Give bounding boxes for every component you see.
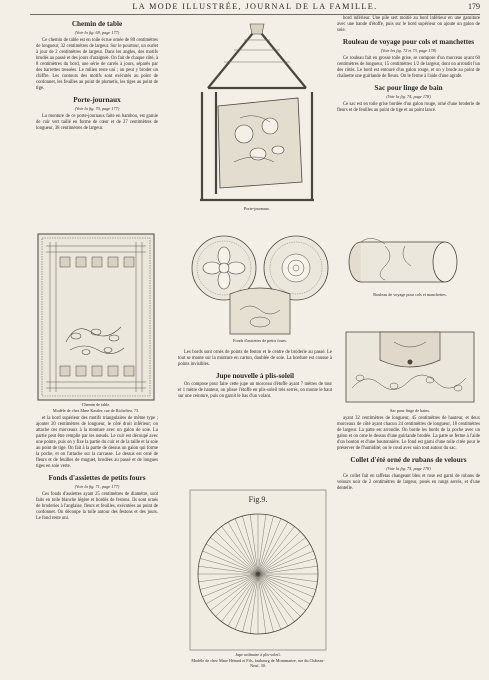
section-sub-chemin: (Voir la fig. 69, page 177) <box>74 30 120 35</box>
caption-chemin-source: Modèle de chez Mme Kastler, rue de Richelieu, 73. <box>52 408 140 413</box>
section-title-fonds: Fonds d'assiettes de petits fours <box>48 474 146 482</box>
section-sub-porte: (Voir la fig. 70, page 177) <box>74 106 120 111</box>
paragraph: Ce collet fait en taffetas changeant bleu et rose est garni de rubans de velours noir de 2 centimètres de largeur, posés en rangs serrés, et d'une dentelle. <box>337 474 480 491</box>
paragraph: ayant 32 centimètres de longueur, 45 centimètres de hauteur, et deux morceaux de côté ayant chacun 24 centimètres de longueur, 18 centimètres de largeur. La patte est arrondie. On borde les bords de la poche avec un galon et on orne le dessus d'une guirlande brodée. La patte se ferme à l'aide d'un bouton et d'une boutonnière. Le fond est garni d'une toile cirée pour le préserver de l'humidité; on le coud avec soin tout autour du sac. <box>337 416 480 451</box>
header-title: LA MODE ILLUSTRÉE, JOURNAL DE LA FAMILLE. <box>132 2 378 11</box>
section-sub-rouleau: (Voir les fig. 72 et 73, page 178) <box>380 48 437 53</box>
caption-jupe: Jupe ordinaire à plis-soleil. <box>235 652 281 657</box>
right-column-lower <box>337 416 480 494</box>
fonds-assiettes-illustration <box>190 230 330 338</box>
section-title-sac: Sac pour linge de bain <box>374 84 443 92</box>
section-sub-fonds: (Voir la fig. 71, page 177) <box>74 484 120 489</box>
caption-sac: Sac pour linge de bains. <box>389 408 431 413</box>
paragraph: et la bord supérieur des motifs triangulaires de même type ; ajouter 20 centimètres de longueur, le côté droit inférieur; on attache ces morceaux à la monture avec un galon de soie. La partie peut être remplie par les nœuds. Le cuir est découpé avec une pointe, puis on y fixe la partie du cuir et de la taille et la soie au point de tige. On fait à la partie de dessus un galon qui forme la poche, et on l'attache sur la carcasse. Le dessus est orné de fleurs et de feuilles de muguet, brodées au passé et de longues tiges en soie verte. <box>36 416 158 469</box>
section-sub-collet: (Voir la fig. 75, page 178) <box>386 466 431 471</box>
section-title-rouleau: Rouleau de voyage pour cols et manchettes <box>342 38 475 46</box>
section-title-jupe: Jupe nouvelle à plis-soleil <box>215 372 295 380</box>
caption-chemin: Chemin de table. <box>81 402 111 407</box>
paragraph: La monture de ce porte-journaux faite en bambou, est garnie de cuir vert taillé en forme de cœur et de 27 centimètres de longueur, 38 centimètres de largeur. <box>36 114 158 131</box>
jupe-illustration <box>188 488 328 652</box>
caption-jupe-source: Modèle de chez Mme Hénard et Fils, faubourg de Montmartre, rue du Château-Neuf, 30. <box>191 658 325 669</box>
left-column <box>36 16 158 134</box>
paragraph: Ce chemin de table est en toile écrue ornée de 80 centimètres de longueur, 32 centimètres de largeur. Sur le pourtour, un ourlet à jour de 2 centimètres de largeur. Dans les angles, des motifs brodés au passé et des jours d'araignée. On fait de chaque côté, à 8 centimètres du bord, une série de carrés à jours, séparés par des barrettes tressées. Le milieu reste uni ; on peut y broder un chiffre. Les contours des motifs sont exécutés au point de cordonnet, les feuilles au point de plumetis, les tiges au point de tige. <box>36 38 158 91</box>
middle-column <box>178 350 332 402</box>
paragraph: On compose pour faire cette jupe un morceau d'étoffe ayant 7 mètres de tour et 1 mètre de hauteur, on plisse l'étoffe en plis-soleil très serrés, on monte le haut sur une ceinture, puis on garnit le bas d'un volant. <box>178 382 332 399</box>
page-number: 179 <box>468 2 480 11</box>
section-title-collet: Collet d'été orné de rubans de velours <box>350 456 467 464</box>
right-column <box>337 16 480 116</box>
caption-fonds: Fonds d'assiettes de petits fours. <box>233 338 287 343</box>
paragraph: Les bords sont ornés de points de feston et le centre de broderie au passé. Le tout se monte sur la monture en carton, doublée de soie. La bordure est cousue à points invisibles. <box>178 350 332 367</box>
caption-rouleau: Rouleau de voyage pour cols et manchettes. <box>373 292 447 297</box>
paragraph: Ces fonds d'assiettes ayant 25 centimètres de diamètre, sont faits en toile blanche légère et bordés de festons. Ils sont ornés de broderies à l'anglaise, fleurs et feuilles, exécutées au point de cordonnet. On découpe la toile autour des festons et des jours. Le fond reste uni. <box>36 492 158 521</box>
chemin-de-table-illustration <box>36 232 156 402</box>
section-title-porte: Porte-journaux <box>73 96 121 104</box>
running-header <box>30 2 480 15</box>
caption-porte-journaux: Porte-journaux. <box>243 206 271 211</box>
porte-journaux-illustration <box>194 22 320 206</box>
section-sub-sac: (Voir la fig. 74, page 178) <box>386 94 431 99</box>
fig-label: Fig.9. <box>248 495 268 504</box>
paragraph: Ce sac est en toile grise bordée d'un galon rouge, orné d'une broderie de fleurs et de feuilles au point de tige et au point lancé. <box>337 102 480 113</box>
paragraph: bord inférieur. Une pile sert moitié au bord inférieur en une garniture avec une bande d'étoffe, puis sur le bord supérieur on ajoute un galon de soie. <box>337 16 480 33</box>
paragraph: Ce rouleau fait en grosse toile grise, se compose d'un morceau ayant 60 centimètres de longueur, 15 centimètres 1/2 de largeur, dont on arrondit l'un des côtés. Le bord est entouré d'un galon rouge, et on y brode au point de chaînette une guirlande de fleurs. On le ferme à l'aide d'une agrafe. <box>337 56 480 79</box>
section-title-chemin: Chemin de table <box>71 20 123 28</box>
rouleau-illustration <box>345 232 475 292</box>
sac-illustration <box>340 318 480 408</box>
left-column-lower <box>36 416 158 524</box>
